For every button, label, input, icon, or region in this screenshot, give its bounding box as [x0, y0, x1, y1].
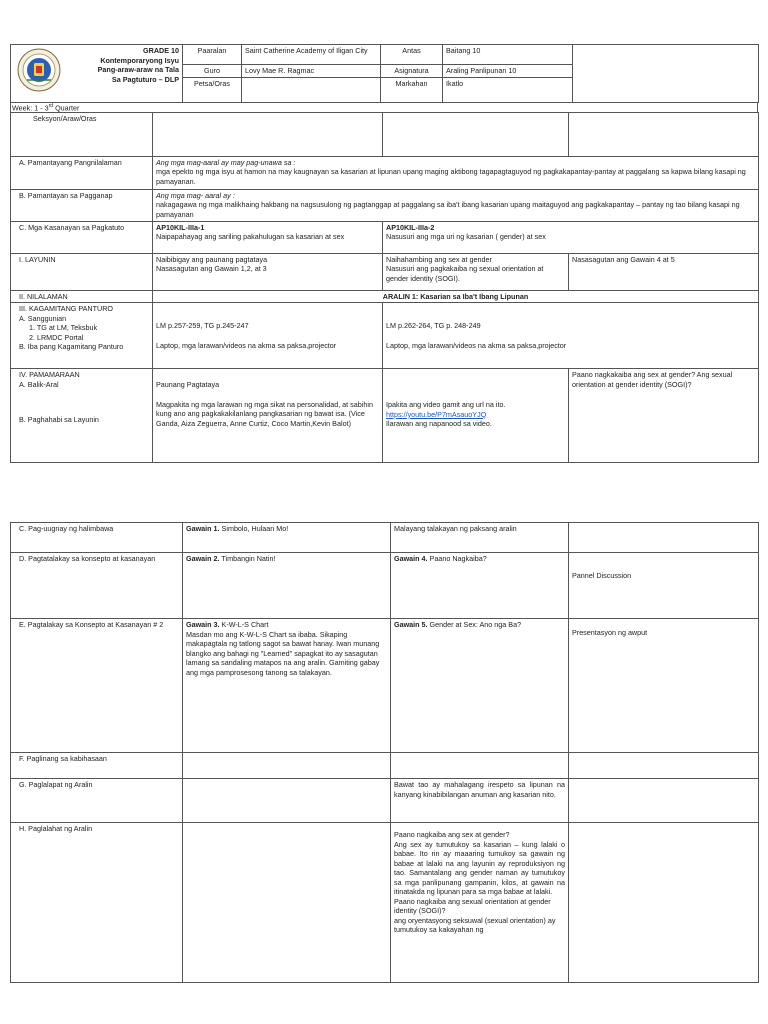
row-a-content: Ang mga mag-aaral ay may pag-unawa sa : mga epekto ng mga isyu at hamon na may kaugnayan sa kasarian at lipunan upang maging aktibong tagapagtaguyod ng pagkakapantay-pantay at paggalang sa kapwa bilang kasapi ng pamayanan.	[153, 156, 759, 189]
video-link[interactable]: https://youtu.be/P7mAsauoYJQ	[386, 409, 487, 419]
layunin-col3: Nasasagutan ang Gawain 4 at 5	[569, 253, 759, 290]
nilalaman-label: II. NILALAMAN	[11, 290, 153, 303]
page-1	[10, 44, 758, 463]
row-d2-label: D. Pagtatalakay sa konsepto at kasanayan	[11, 553, 183, 619]
row-c-label: C. Mga Kasanayan sa Pagkatuto	[11, 221, 153, 253]
layunin-col2: Naihahambing ang sex at gender Nasusuri ang pagkakaiba ng sexual orientation at gender identity (SOGI).	[383, 253, 569, 290]
row-e2-label: E. Pagtalakay sa Konsepto at Kasanayan # 2	[11, 619, 183, 753]
row-c-col2: AP10KIL-IIIa-2 Nasusuri ang mga uri ng kasarian ( gender) at sex	[383, 221, 759, 253]
row-h2-col2: Paano nagkaiba ang sex at gender? Ang sex ay tumutukoy sa kasarian – kung lalaki o babae. Ito rin ay maaaring tumukoy sa gawain ng babae at lalaki na ang layunin ay reproduksiyon ng tao. Samantalang ang gender naman ay tumutukoy sa mga panlipunang gampanin, kilos, at gawain na itinatakda ng lipunan para sa mga babae at lalaki. Paano nagkaiba ang sexual orientation at gender identity (SOGI)? ang oryentasyong seksuwal (sexual orientation) ay tumutukoy sa kakayahan ng	[391, 823, 569, 983]
row-g2-col2: Bawat tao ay mahalagang irespeto sa lipunan na kanyang kinabibilangan anuman ang kasarian nito.	[391, 779, 569, 823]
layunin-col1: Naibibigay ang paunang pagtataya Nasasagutan ang Gawain 1,2, at 3	[153, 253, 383, 290]
petsa-value	[242, 77, 381, 102]
row-c2-col2: Malayang talakayan ng paksang aralin	[391, 523, 569, 553]
markahan-value: Ikatlo	[443, 77, 573, 102]
week-line: Week: 1 - 3rd Quarter	[10, 103, 758, 112]
petsa-label: Petsa/Oras	[183, 77, 242, 102]
nilalaman-value: ARALIN 1: Kasarian sa Iba't Ibang Lipunan	[153, 290, 759, 303]
subject-line-2: Pang-araw-araw na Tala	[97, 65, 179, 75]
row-e2-col1: Gawain 3. K-W-L-S Chart Masdan mo ang K-W-L-S Chart sa ibaba. Sikaping makapagtala ng tatlong sagot sa bawat hanay. Iwan munang blangko ang bahagi ng "Learned" sapagkat ito ay sasagutan lamang sa sandaling matapos na ang aralin. Gamiting gabay ang mga pamprosesong tanong sa talakayan.	[183, 619, 391, 753]
row-a-label: A. Pamantayang Pangnilalaman	[11, 156, 153, 189]
school-seal-icon	[17, 48, 61, 92]
subject-line-1: Kontemporaryong Isyu	[100, 55, 179, 65]
row-e2-col2: Gawain 5. Gender at Sex: Ano nga Ba?	[391, 619, 569, 753]
header-empty	[573, 45, 759, 103]
row-d2-col1: Gawain 2. Timbangin Natin!	[183, 553, 391, 619]
markahan-label: Markahan	[381, 77, 443, 102]
paaralan-label: Paaralan	[183, 45, 242, 65]
kagamitan-label: III. KAGAMITANG PANTURO A. Sanggunian 1. TG at LM, Teksbuk 2. LRMDC Portal B. Iba pang Kagamitang Panturo	[11, 303, 153, 369]
kagamitan-col2: LM p.262-264, TG p. 248-249 Laptop, mga larawan/videos na akma sa paksa,projector	[383, 303, 759, 369]
row-f2-label: F. Paglinang sa kabihasaan	[11, 753, 183, 779]
pamamaraan-col2: Ipakita ang video gamit ang url na ito. https://youtu.be/P7mAsauoYJQ Ilarawan ang napanood sa video.	[383, 369, 569, 463]
row-c2-label: C. Pag-uugnay ng halimbawa	[11, 523, 183, 553]
asignatura-value: Araling Panlipunan 10	[443, 65, 573, 78]
pamamaraan-col1: Paunang Pagtataya Magpakita ng mga larawan ng mga sikat na personalidad, at sabihin kung ano ang pagkakakilanlang pangkasarian ng bawat isa. (Vice Ganda, Aiza Zeguerra, Anne Curtiz, Coco Martin,Kevin Balot)	[153, 369, 383, 463]
school-header	[11, 45, 183, 103]
kagamitan-col1: LM p.257-259, TG p.245-247 Laptop, mga larawan/videos na akma sa paksa,projector	[153, 303, 383, 369]
guro-value: Lovy Mae R. Ragmac	[242, 65, 381, 78]
row-b-label: B. Pamantayan sa Pagganap	[11, 189, 153, 221]
row-c2-col1: Gawain 1. Simbolo, Hulaan Mo!	[183, 523, 391, 553]
grade-label: GRADE 10	[143, 46, 179, 55]
page-2	[10, 522, 758, 983]
pamamaraan-col3: Paano nagkakaiba ang sex at gender? Ang sexual orientation at gender identity (SOGI)?	[569, 369, 759, 463]
row-d2-col2: Gawain 4. Paano Nagkaiba?	[391, 553, 569, 619]
layunin-label: I. LAYUNIN	[11, 253, 153, 290]
guro-label: Guro	[183, 65, 242, 78]
antas-value: Baitang 10	[443, 45, 573, 65]
row-c-col1: AP10KIL-IIIa-1 Naipapahayag ang sariling pakahulugan sa kasarian at sex	[153, 221, 383, 253]
row-h2-label: H. Paglalahat ng Aralin	[11, 823, 183, 983]
row-g2-label: G. Paglalapat ng Aralin	[11, 779, 183, 823]
lesson-table-2	[10, 522, 759, 983]
row-e2-col3: Presentasyon ng awput	[569, 619, 759, 753]
paaralan-value: Saint Catherine Academy of Iligan City	[242, 45, 381, 65]
seksyon-label: Seksyon/Araw/Oras	[11, 112, 153, 156]
pamamaraan-label: IV. PAMAMARAAN A. Balik-Aral B. Paghahabi sa Layunin	[11, 369, 153, 463]
lesson-table-1	[10, 112, 759, 464]
row-d2-col3: Pannel Discussion	[569, 553, 759, 619]
header-table	[10, 44, 759, 103]
row-b-content: Ang mga mag- aaral ay : nakagagawa ng mga malikhaing hakbang na nagsusulong ng pagtanggap at paggalang sa iba't ibang kasarian upang maitaguyod ang pagkakapantay – pantay ng tao bilang kasapi ng pamayanan	[153, 189, 759, 221]
asignatura-label: Asignatura	[381, 65, 443, 78]
subject-line-3: Sa Pagtuturo – DLP	[111, 75, 179, 85]
antas-label: Antas	[381, 45, 443, 65]
